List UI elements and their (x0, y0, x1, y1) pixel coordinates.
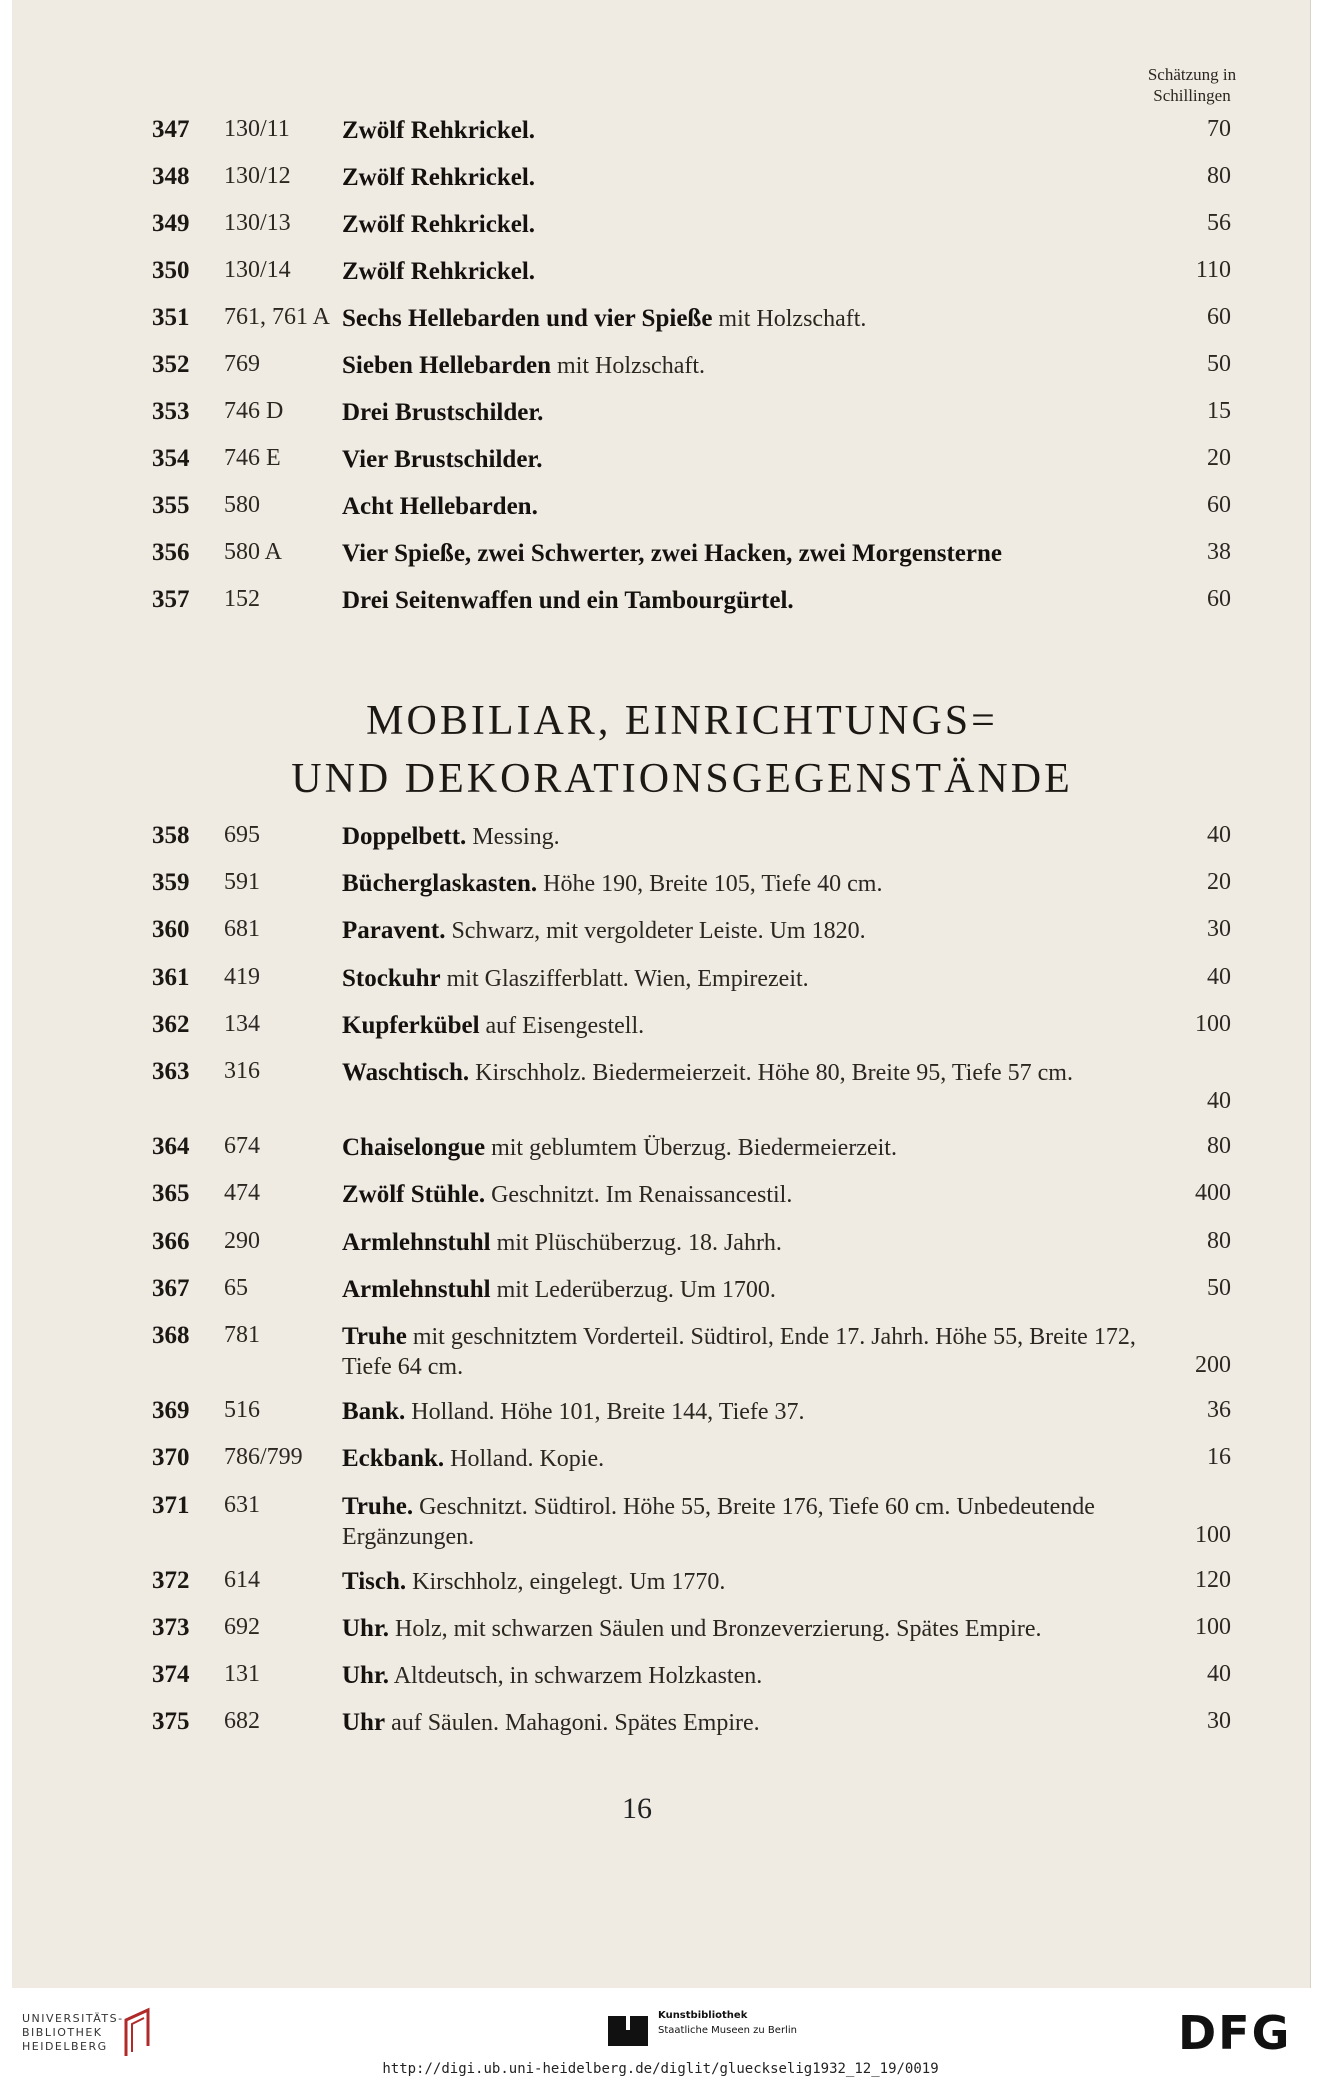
inventory-number: 580 A (224, 539, 283, 565)
inventory-number: 695 (224, 822, 260, 848)
lot-detail: Kirschholz, eingelegt. Um 1770. (406, 1568, 726, 1595)
lot-number: 351 (152, 304, 190, 331)
inventory-number: 290 (224, 1227, 260, 1254)
inventory-number: 692 (224, 1614, 260, 1640)
lot-row (12, 1058, 1310, 1114)
inventory-number: 761, 761 A (224, 304, 331, 330)
lot-row (12, 1491, 1310, 1550)
lot-number: 354 (152, 445, 190, 472)
lot-title: Zwölf Rehkrickel. (342, 258, 536, 285)
lot-description (342, 210, 1166, 240)
lot-title: Drei Seitenwaffen und ein Tambourgürtel. (342, 587, 794, 614)
lot-detail: mit Plüschüberzug. 18. Jahrh. (490, 1229, 782, 1256)
lot-estimate: 16 (1207, 1444, 1231, 1471)
lot-number: 370 (152, 1444, 190, 1472)
lot-description (342, 539, 1166, 569)
lot-number: 363 (152, 1058, 190, 1085)
lot-number: 364 (152, 1133, 190, 1161)
lot-description (342, 351, 1166, 381)
lot-row (12, 1275, 1310, 1319)
lot-title: Waschtisch. (342, 1059, 470, 1086)
inventory-number: 746 E (224, 445, 281, 471)
inventory-number: 614 (224, 1566, 260, 1593)
lot-row (12, 351, 1310, 395)
lot-estimate: 200 (1195, 1352, 1231, 1378)
lot-description (342, 1180, 1166, 1210)
inventory-number: 769 (224, 351, 260, 377)
lot-number: 357 (152, 586, 190, 613)
lot-description (342, 1228, 1166, 1258)
lot-detail: mit Glaszifferblatt. Wien, Empirezeit. (440, 965, 809, 992)
kb-line1: Kunstbibliothek (658, 2010, 748, 2021)
lot-title: Drei Brustschilder. (342, 399, 544, 426)
ub-line3: HEIDELBERG (22, 2040, 108, 2053)
lot-description (342, 1133, 1166, 1163)
lot-estimate: 40 (1207, 822, 1231, 848)
inventory-number: 131 (224, 1661, 260, 1688)
lot-row (12, 1133, 1310, 1177)
lot-row (12, 116, 1310, 160)
lot-title: Bücherglaskasten. (342, 870, 538, 898)
lot-description (342, 116, 1166, 146)
source-url[interactable]: http://digi.ub.uni-heidelberg.de/diglit/glueckselig1932_12_19/0019 (382, 2061, 939, 2077)
lot-row (12, 1614, 1310, 1658)
lot-title: Zwölf Rehkrickel. (342, 211, 536, 238)
lot-row (12, 445, 1310, 489)
lot-description (342, 398, 1166, 428)
lot-detail: Messing. (466, 824, 560, 850)
lot-estimate: 50 (1207, 351, 1231, 377)
lot-row (12, 1180, 1310, 1224)
lot-estimate: 80 (1207, 1227, 1231, 1254)
lot-estimate: 20 (1207, 445, 1231, 471)
inventory-number: 130/14 (224, 257, 291, 283)
inventory-number: 580 (224, 492, 260, 518)
lot-title: Armlehnstuhl (342, 1228, 491, 1256)
catalog-page (12, 0, 1311, 1988)
lot-estimate: 100 (1195, 1010, 1231, 1037)
lot-number: 356 (152, 539, 190, 566)
lot-title: Uhr. (342, 1662, 390, 1690)
inventory-number: 474 (224, 1180, 260, 1207)
lot-row (12, 257, 1310, 301)
lot-title: Uhr. (342, 1615, 390, 1642)
inventory-number: 516 (224, 1397, 260, 1424)
lot-title: Sieben Hellebarden (342, 352, 552, 379)
lot-title: Bank. (342, 1398, 406, 1426)
lot-detail: Altdeutsch, in schwarzem Holzkasten. (389, 1663, 763, 1690)
inventory-number: 781 (224, 1322, 260, 1348)
column-header-line1: Schätzung in (1147, 65, 1237, 84)
lot-title: Armlehnstuhl (342, 1275, 491, 1303)
lot-number: 349 (152, 210, 190, 237)
lot-description (342, 1708, 1166, 1738)
kunstbibliothek-label (658, 2008, 797, 2038)
lot-row (12, 1322, 1310, 1380)
lot-estimate: 56 (1207, 210, 1231, 236)
lot-detail: Holland. Kopie. (444, 1446, 605, 1473)
lot-description (342, 304, 1166, 334)
lot-title: Zwölf Stühle. (342, 1181, 486, 1209)
lot-row (12, 586, 1310, 630)
lot-title: Eckbank. (342, 1445, 445, 1473)
inventory-number: 681 (224, 916, 260, 943)
lot-detail: Höhe 190, Breite 105, Tiefe 40 cm. (537, 871, 883, 898)
lot-title: Stockuhr (342, 964, 441, 992)
lot-number: 362 (152, 1010, 190, 1038)
lot-title: Chaiselongue (342, 1134, 486, 1162)
lot-row (12, 1661, 1310, 1705)
lot-number: 353 (152, 398, 190, 425)
lot-estimate: 20 (1207, 869, 1231, 896)
inventory-number: 631 (224, 1491, 260, 1518)
lot-detail: mit Holzschaft. (712, 306, 867, 332)
lot-estimate: 40 (1207, 1661, 1231, 1688)
kb-line2: Staatliche Museen zu Berlin (658, 2025, 797, 2036)
lot-number: 359 (152, 869, 190, 897)
lot-detail: Geschnitzt. Im Renaissancestil. (485, 1182, 793, 1209)
column-header (1107, 64, 1277, 106)
lot-description (342, 1058, 1166, 1088)
lot-estimate: 110 (1195, 257, 1231, 283)
lot-estimate: 100 (1195, 1521, 1231, 1548)
lot-row (12, 398, 1310, 442)
lot-description (342, 445, 1166, 475)
inventory-number: 682 (224, 1708, 260, 1735)
lot-row (12, 1228, 1310, 1272)
lot-number: 352 (152, 351, 190, 378)
lot-detail: auf Eisengestell. (479, 1012, 645, 1039)
page-number: 16 (622, 1792, 652, 1825)
lot-number: 372 (152, 1566, 190, 1594)
lot-estimate: 40 (1207, 963, 1231, 990)
lot-row (12, 1567, 1310, 1611)
lot-row (12, 492, 1310, 536)
lot-number: 348 (152, 163, 190, 190)
lot-estimate: 36 (1207, 1397, 1231, 1424)
lot-estimate: 120 (1195, 1566, 1231, 1593)
section-title-line1: MOBILIAR, EINRICHTUNGS= (366, 698, 998, 744)
lot-description (342, 1275, 1166, 1305)
lot-description (342, 1661, 1166, 1691)
lot-estimate: 60 (1207, 492, 1231, 518)
inventory-number: 152 (224, 586, 260, 612)
lot-title: Zwölf Rehkrickel. (342, 117, 536, 144)
lot-title: Sechs Hellebarden und vier Spieße (342, 305, 713, 332)
section-title (192, 692, 1172, 808)
lot-estimate: 40 (1207, 1088, 1231, 1114)
inventory-number: 130/12 (224, 163, 291, 189)
lot-estimate: 60 (1207, 304, 1231, 330)
lot-estimate: 70 (1207, 116, 1231, 142)
lot-number: 366 (152, 1227, 190, 1255)
lot-number: 374 (152, 1661, 190, 1689)
inventory-number: 674 (224, 1133, 260, 1160)
lot-estimate: 80 (1207, 163, 1231, 189)
column-header-line2: Schillingen (1153, 86, 1231, 105)
lot-title: Kupferkübel (342, 1011, 480, 1039)
lot-title: Zwölf Rehkrickel. (342, 164, 536, 191)
lot-detail: mit Holzschaft. (551, 353, 706, 379)
lot-number: 369 (152, 1397, 190, 1425)
lot-detail: mit geschnitztem Vorderteil. Südtirol, Ende 17. Jahrh. Höhe 55, Breite 172, Tiefe 64 cm. (342, 1324, 1136, 1380)
digitization-footer (0, 1988, 1321, 2085)
dfg-logo: DFG (1178, 2006, 1292, 2060)
lot-description (342, 1492, 1166, 1552)
lot-row (12, 1708, 1310, 1752)
inventory-number: 65 (224, 1274, 248, 1301)
lot-title: Truhe (342, 1323, 407, 1350)
inventory-number: 130/11 (224, 116, 290, 142)
inventory-number: 591 (224, 869, 260, 896)
inventory-number: 419 (224, 963, 260, 990)
lot-number: 361 (152, 963, 190, 991)
lot-row (12, 822, 1310, 866)
lot-estimate: 30 (1207, 916, 1231, 943)
lot-description (342, 1614, 1166, 1644)
lot-number: 373 (152, 1614, 190, 1641)
lot-description (342, 257, 1166, 287)
lot-detail: auf Säulen. Mahagoni. Spätes Empire. (385, 1710, 760, 1737)
lot-detail: Holland. Höhe 101, Breite 144, Tiefe 37. (405, 1399, 805, 1426)
lot-description (342, 869, 1166, 899)
inventory-number: 130/13 (224, 210, 291, 236)
lot-estimate: 80 (1207, 1133, 1231, 1160)
lot-detail: mit geblumtem Überzug. Biedermeierzeit. (485, 1135, 897, 1162)
ub-line2: BIBLIOTHEK (22, 2026, 103, 2039)
lot-row (12, 1011, 1310, 1055)
lot-number: 365 (152, 1180, 190, 1208)
lot-row (12, 163, 1310, 207)
lot-description (342, 1444, 1166, 1474)
lot-detail: Schwarz, mit vergoldeter Leiste. Um 1820. (445, 918, 866, 945)
lot-number: 358 (152, 822, 190, 849)
kunstbibliothek-logo-icon (608, 2008, 648, 2048)
lot-detail: Holz, mit schwarzen Säulen und Bronzeverzierung. Spätes Empire. (389, 1616, 1042, 1642)
lot-detail: Geschnitzt. Südtirol. Höhe 55, Breite 176, Tiefe 60 cm. Unbedeutende Ergänzungen. (342, 1493, 1095, 1550)
lot-row (12, 1444, 1310, 1488)
lot-number: 375 (152, 1708, 190, 1736)
lot-title: Acht Hellebarden. (342, 493, 538, 520)
lot-description (342, 586, 1166, 616)
lot-title: Paravent. (342, 917, 446, 945)
lot-title: Vier Brustschilder. (342, 446, 543, 473)
lot-description (342, 822, 1166, 852)
lot-estimate: 50 (1207, 1274, 1231, 1301)
lot-description (342, 1397, 1166, 1427)
lot-number: 350 (152, 257, 190, 284)
lot-number: 347 (152, 116, 190, 143)
lot-row (12, 210, 1310, 254)
lot-title: Vier Spieße, zwei Schwerter, zwei Hacken, zwei Morgensterne (342, 540, 1002, 567)
lot-title: Doppelbett. (342, 823, 467, 850)
inventory-number: 316 (224, 1058, 260, 1084)
ub-heidelberg-logo-icon (118, 2006, 158, 2058)
inventory-number: 786/799 (224, 1444, 303, 1471)
lot-description (342, 1567, 1166, 1597)
lot-description (342, 492, 1166, 522)
lot-estimate: 38 (1207, 539, 1231, 565)
lot-detail: Kirschholz. Biedermeierzeit. Höhe 80, Breite 95, Tiefe 57 cm. (469, 1060, 1073, 1086)
lot-number: 371 (152, 1491, 190, 1519)
lot-row (12, 304, 1310, 348)
section-title-line2: UND DEKORATIONSGEGENSTÄNDE (291, 756, 1073, 802)
ub-heidelberg-label (22, 2012, 124, 2054)
lot-number: 360 (152, 916, 190, 944)
lot-description (342, 964, 1166, 994)
lot-row (12, 869, 1310, 913)
lot-description (342, 1322, 1166, 1382)
lot-description (342, 916, 1166, 946)
lot-description (342, 163, 1166, 193)
lot-number: 367 (152, 1274, 190, 1302)
lot-title: Uhr (342, 1709, 386, 1737)
lot-title: Truhe. (342, 1492, 414, 1520)
lot-title: Tisch. (342, 1567, 407, 1595)
lot-row (12, 1397, 1310, 1441)
inventory-number: 746 D (224, 398, 284, 424)
lot-estimate: 60 (1207, 586, 1231, 612)
lot-row (12, 964, 1310, 1008)
lot-estimate: 100 (1195, 1614, 1231, 1640)
lot-estimate: 30 (1207, 1708, 1231, 1735)
inventory-number: 134 (224, 1010, 260, 1037)
lot-estimate: 15 (1207, 398, 1231, 424)
lot-row (12, 916, 1310, 960)
lot-detail: mit Lederüberzug. Um 1700. (490, 1276, 776, 1303)
lot-number: 368 (152, 1322, 190, 1349)
lot-number: 355 (152, 492, 190, 519)
lot-row (12, 539, 1310, 583)
lot-estimate: 400 (1195, 1180, 1231, 1207)
lot-description (342, 1011, 1166, 1041)
ub-line1: UNIVERSITÄTS- (22, 2012, 124, 2025)
